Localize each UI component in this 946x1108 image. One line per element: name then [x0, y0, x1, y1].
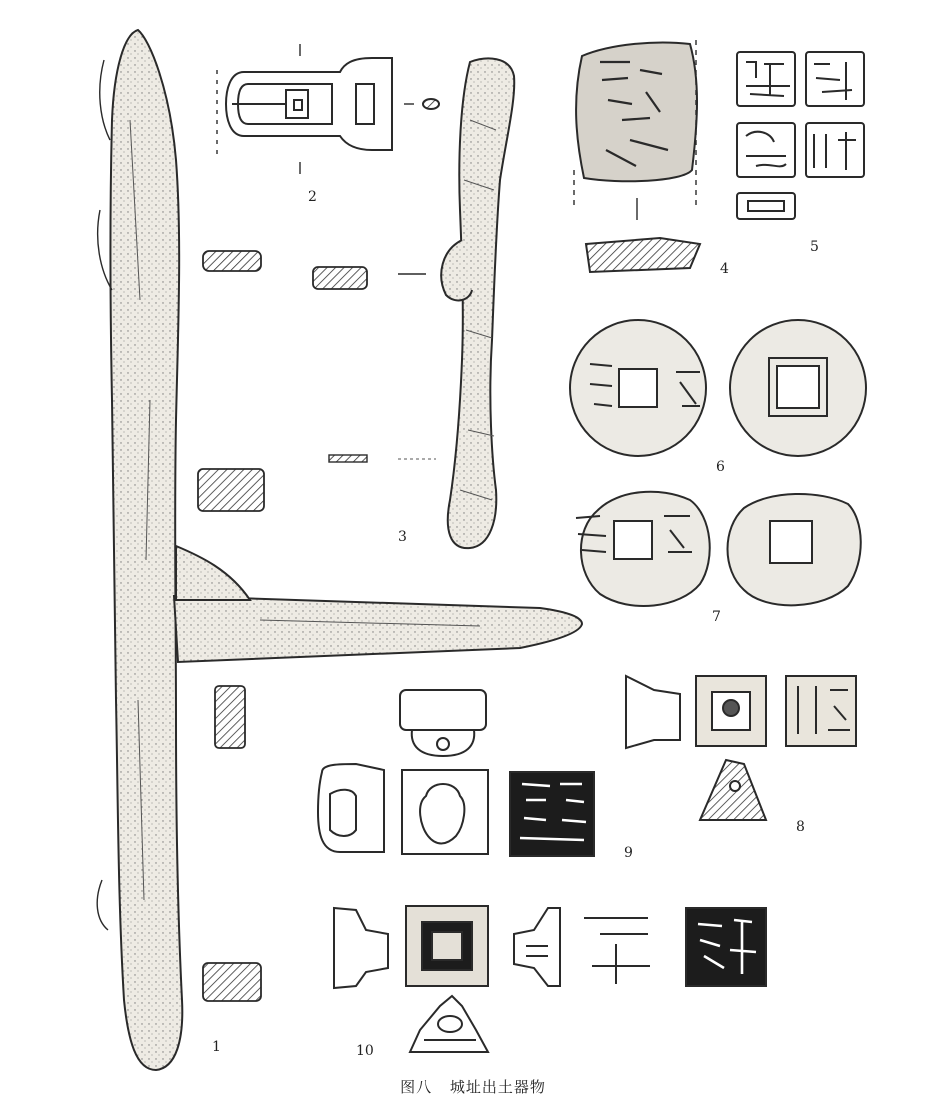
- figure-number: 图八: [400, 1078, 433, 1096]
- item-number-5: 5: [810, 239, 819, 255]
- item-6-coins: [570, 320, 866, 456]
- item-number-10: 10: [356, 1043, 374, 1059]
- item-number-8: 8: [796, 819, 805, 835]
- item-7-coins: [576, 492, 861, 606]
- item-number-1: 1: [212, 1039, 221, 1055]
- item-number-9: 9: [624, 845, 633, 861]
- item-3-sections: [313, 267, 436, 462]
- item-5-seal-impressions: [737, 52, 864, 219]
- item-number-4: 4: [720, 261, 729, 277]
- item-number-7: 7: [712, 609, 721, 625]
- item-3-iron-tool: [441, 59, 514, 549]
- figure-caption: [0, 1076, 946, 1097]
- item-8-bronze-seal: [626, 676, 856, 820]
- figure-title: 城址出土器物: [449, 1078, 546, 1096]
- item-9-bronze-seal: [318, 690, 594, 856]
- item-number-3: 3: [398, 529, 407, 545]
- item-number-2: 2: [308, 189, 317, 205]
- item-number-6: 6: [716, 459, 725, 475]
- item-4-stone-seal: [574, 40, 700, 272]
- item-2-buckle: [217, 44, 439, 174]
- item-10-bronze-seal: [334, 906, 766, 1052]
